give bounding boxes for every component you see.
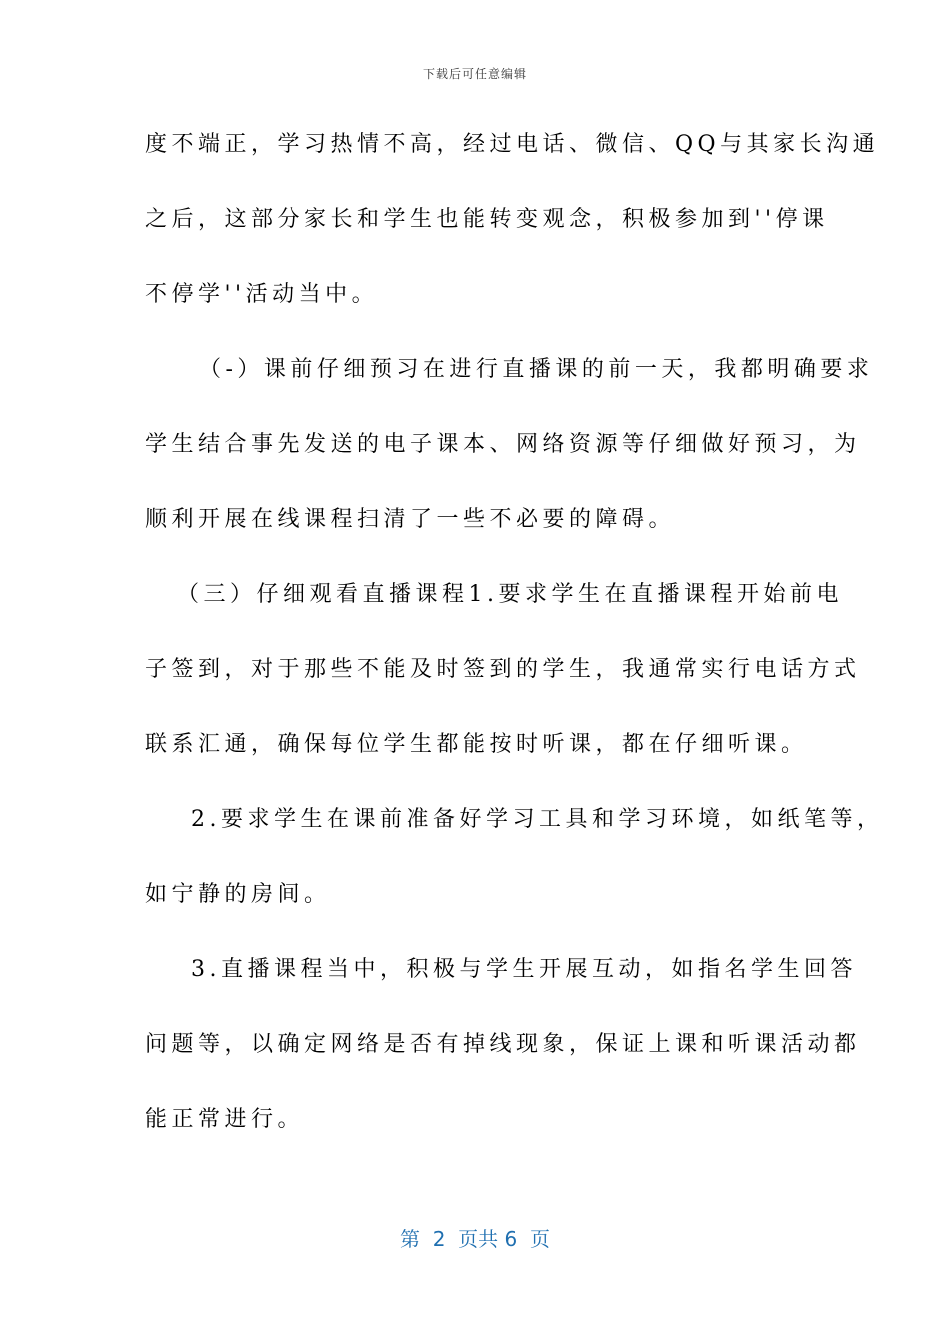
paragraph-line: （三）仔细观看直播课程1.要求学生在直播课程开始前电	[177, 582, 843, 607]
paragraph-line: 2.要求学生在课前准备好学习工具和学习环境，如纸笔等，	[191, 807, 884, 832]
paragraph-line: 之后，这部分家长和学生也能转变观念，积极参加到''停课	[145, 207, 829, 232]
paragraph-line: （-）课前仔细预习在进行直播课的前一天，我都明确要求	[199, 357, 874, 382]
document-body	[145, 126, 884, 1139]
paragraph-4	[145, 801, 884, 914]
paragraph-line: 3.直播课程当中，积极与学生开展互动，如指名学生回答	[191, 957, 857, 982]
paragraph-line: 子签到，对于那些不能及时签到的学生，我通常实行电话方式	[145, 657, 861, 682]
paragraph-line: 如宁静的房间。	[145, 882, 331, 907]
paragraph-line: 问题等，以确定网络是否有掉线现象，保证上课和听课活动都	[145, 1032, 861, 1057]
paragraph-1	[145, 126, 880, 314]
paragraph-line: 不停学''活动当中。	[145, 282, 379, 307]
paragraph-line: 学生结合事先发送的电子课本、网络资源等仔细做好预习，为	[145, 432, 861, 457]
page-number-footer: 第 2 页共 6 页	[400, 1227, 550, 1251]
paragraph-line: 能正常进行。	[145, 1107, 305, 1132]
paragraph-line: 联系汇通，确保每位学生都能按时听课，都在仔细听课。	[145, 732, 808, 757]
paragraph-line: 顺利开展在线课程扫清了一些不必要的障碍。	[145, 507, 676, 532]
paragraph-5	[145, 951, 861, 1139]
page-header: 下载后可任意编辑	[422, 67, 527, 81]
paragraph-2	[145, 351, 874, 539]
paragraph-line: 度不端正，学习热情不高，经过电话、微信、QQ与其家长沟通	[145, 132, 880, 157]
paragraph-3	[145, 576, 861, 764]
